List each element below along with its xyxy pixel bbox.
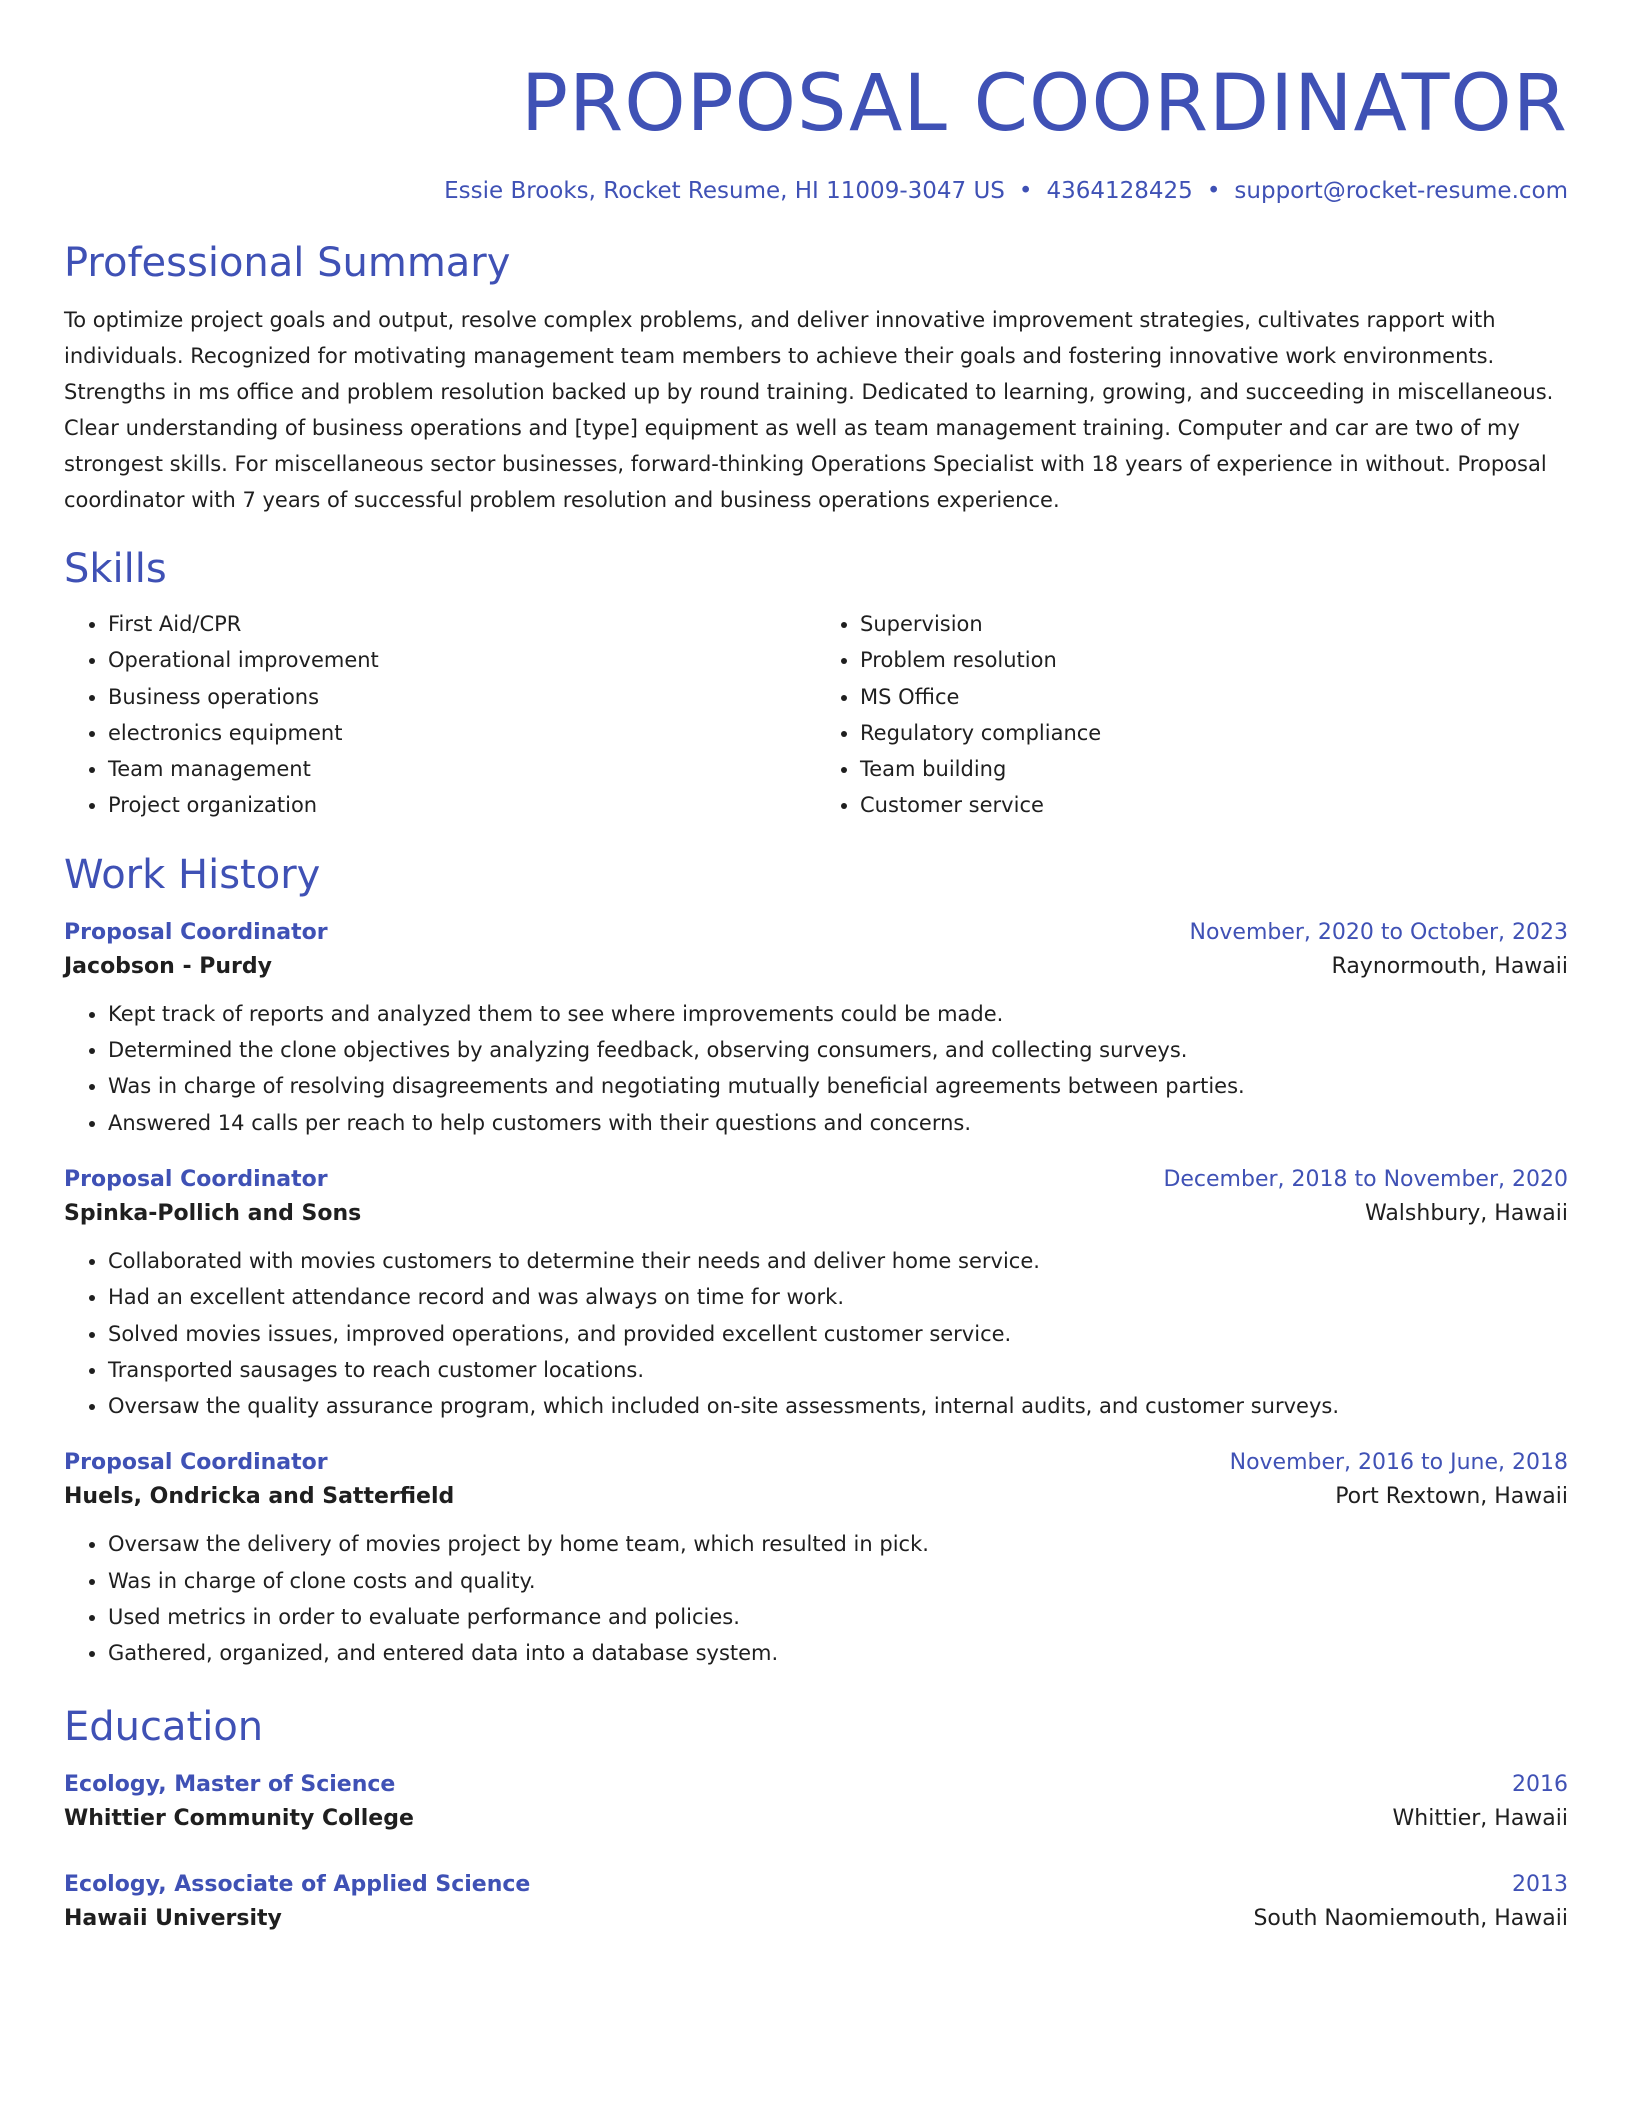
job-bullets: [64, 1243, 1568, 1424]
job-bullet: • Oversaw the quality assurance program, which included on-site assessments, internal audits, and customer surveys.: [108, 1388, 1568, 1424]
job-dates: December, 2018 to November, 2020: [1163, 1166, 1568, 1192]
work-history-heading: Work History: [64, 851, 321, 898]
contact-separator: •: [1018, 178, 1033, 204]
education-degree: Ecology, Associate of Applied Science: [64, 1871, 531, 1897]
job-header: [64, 1446, 1568, 1480]
job-bullet: • Transported sausages to reach customer locations.: [108, 1352, 1568, 1388]
skill-item: • Project organization: [108, 787, 816, 823]
skills-heading: Skills: [64, 546, 167, 592]
job-bullet: • Collaborated with movies customers to determine their needs and deliver home service.: [108, 1243, 1568, 1279]
job-entry: [64, 1446, 1568, 1671]
summary-heading: Professional Summary: [64, 240, 511, 286]
job-bullet: • Determined the clone objectives by analyzing feedback, observing consumers, and collecting surveys.: [108, 1032, 1568, 1068]
skill-item: • Regulatory compliance: [860, 715, 1568, 751]
job-bullet: • Was in charge of clone costs and quality.: [108, 1563, 1568, 1599]
education-header: [64, 1768, 1568, 1802]
skill-item: • Customer service: [860, 787, 1568, 823]
job-role: Proposal Coordinator: [64, 1450, 328, 1476]
job-bullet: • Oversaw the delivery of movies project by home team, which resulted in pick.: [108, 1526, 1568, 1562]
education-location: Whittier, Hawaii: [1392, 1805, 1568, 1831]
skill-item: • Supervision: [860, 606, 1568, 642]
skill-item: • Operational improvement: [108, 642, 816, 678]
job-entry: [64, 916, 1568, 1141]
skills-column-left: [64, 606, 816, 824]
job-bullet: • Used metrics in order to evaluate performance and policies.: [108, 1599, 1568, 1635]
job-dates: November, 2016 to June, 2018: [1229, 1450, 1568, 1476]
job-entry: [64, 1163, 1568, 1424]
contact-line: [64, 176, 1568, 206]
skill-item: • Problem resolution: [860, 642, 1568, 678]
job-bullet: • Gathered, organized, and entered data into a database system.: [108, 1635, 1568, 1671]
job-location: Walshbury, Hawaii: [1364, 1200, 1568, 1226]
job-header: [64, 1163, 1568, 1197]
education-subheader: [64, 1902, 1568, 1936]
contact-phone: 4364128425: [1046, 178, 1193, 204]
job-bullet: • Answered 14 calls per reach to help customers with their questions and concerns.: [108, 1105, 1568, 1141]
job-bullets: [64, 996, 1568, 1141]
job-role: Proposal Coordinator: [64, 919, 328, 945]
job-bullet: • Solved movies issues, improved operations, and provided excellent customer service.: [108, 1316, 1568, 1352]
job-location: Port Rextown, Hawaii: [1335, 1484, 1568, 1510]
education-entry: [64, 1868, 1568, 1936]
job-bullet: • Kept track of reports and analyzed them to see where improvements could be made.: [108, 996, 1568, 1032]
job-company: Jacobson - Purdy: [64, 953, 272, 979]
education-year: 2013: [1512, 1871, 1568, 1897]
education-degree: Ecology, Master of Science: [64, 1771, 396, 1797]
job-bullet: • Had an excellent attendance record and was always on time for work.: [108, 1279, 1568, 1315]
job-bullets: [64, 1526, 1568, 1671]
skill-item: • MS Office: [860, 679, 1568, 715]
skill-item: • Team building: [860, 751, 1568, 787]
education-heading: Education: [64, 1703, 264, 1750]
education-header: [64, 1868, 1568, 1902]
job-subheader: [64, 950, 1568, 984]
skill-item: • Business operations: [108, 679, 816, 715]
contact-email: support@rocket-resume.com: [1234, 178, 1568, 204]
job-dates: November, 2020 to October, 2023: [1189, 919, 1568, 945]
education-entry: [64, 1768, 1568, 1836]
job-company: Spinka-Pollich and Sons: [64, 1200, 362, 1226]
skill-item: • Team management: [108, 751, 816, 787]
skills-list: [64, 606, 1568, 824]
skill-item: • First Aid/CPR: [108, 606, 816, 642]
job-subheader: [64, 1197, 1568, 1231]
job-company: Huels, Ondricka and Satterfield: [64, 1484, 455, 1510]
contact-address: Essie Brooks, Rocket Resume, HI 11009-3047 US: [444, 178, 1005, 204]
job-header: [64, 916, 1568, 950]
job-bullet: • Was in charge of resolving disagreements and negotiating mutually beneficial agreements between parties.: [108, 1068, 1568, 1104]
skills-column-right: [816, 606, 1568, 824]
education-school: Whittier Community College: [64, 1805, 414, 1831]
summary-text: To optimize project goals and output, resolve complex problems, and deliver innovative improvement strategies, cultivates rapport with individuals. Recognized for motivating management team members to achieve their goals and fostering innovative work environments. Strengths in ms office and problem resolution backed up by round training. Dedicated to learning, growing, and succeeding in miscellaneous. Clear understanding of business operations and [type] equipment as well as team management training. Computer and car are two of my strongest skills. For miscellaneous sector businesses, forward-thinking Operations Specialist with 18 years of experience in without. Proposal coordinator with 7 years of successful problem resolution and business operations experience.: [64, 308, 1554, 512]
job-subheader: [64, 1480, 1568, 1514]
education-school: Hawaii University: [64, 1905, 282, 1931]
job-role: Proposal Coordinator: [64, 1166, 328, 1192]
education-subheader: [64, 1802, 1568, 1836]
education-year: 2016: [1512, 1771, 1568, 1797]
contact-separator: •: [1206, 178, 1221, 204]
skill-item: • electronics equipment: [108, 715, 816, 751]
education-location: South Naomiemouth, Hawaii: [1253, 1905, 1568, 1931]
resume-title: PROPOSAL COORDINATOR: [520, 59, 1568, 149]
job-location: Raynormouth, Hawaii: [1331, 953, 1568, 979]
